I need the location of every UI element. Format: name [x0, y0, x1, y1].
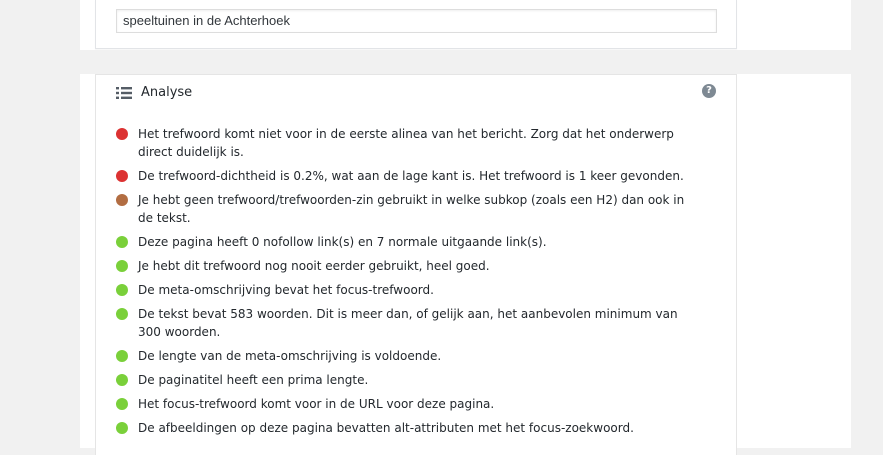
- analysis-result-item: [116, 419, 696, 437]
- analysis-result-item: [116, 257, 696, 275]
- analysis-result-item: [116, 125, 696, 161]
- analysis-result-text: De lengte van de meta-omschrijving is voldoende.: [138, 349, 442, 363]
- analysis-result-text: Je hebt geen trefwoord/trefwoorden-zin gebruikt in welke subkop (zoals een H2) dan ook in de tekst.: [138, 193, 685, 225]
- status-bad-icon: [116, 128, 128, 140]
- status-good-icon: [116, 422, 128, 434]
- analysis-result-text: Deze pagina heeft 0 nofollow link(s) en 7 normale uitgaande link(s).: [138, 235, 547, 249]
- analysis-result-item: [116, 281, 696, 299]
- status-good-icon: [116, 236, 128, 248]
- status-good-icon: [116, 284, 128, 296]
- analysis-result-item: [116, 233, 696, 251]
- list-icon: [116, 86, 132, 100]
- status-good-icon: [116, 260, 128, 272]
- analysis-results-list: [116, 125, 696, 443]
- analysis-result-item: [116, 371, 696, 389]
- analysis-header[interactable]: [96, 75, 736, 111]
- analysis-result-text: Je hebt dit trefwoord nog nooit eerder gebruikt, heel goed.: [138, 259, 490, 273]
- status-good-icon: [116, 350, 128, 362]
- analysis-result-text: De meta-omschrijving bevat het focus-trefwoord.: [138, 283, 434, 297]
- analysis-result-item: [116, 167, 696, 185]
- analysis-result-item: [116, 191, 696, 227]
- analysis-result-text: De trefwoord-dichtheid is 0.2%, wat aan de lage kant is. Het trefwoord is 1 keer gevonden.: [138, 169, 684, 183]
- status-good-icon: [116, 308, 128, 320]
- analysis-title: Analyse: [141, 85, 193, 100]
- analysis-result-text: Het focus-trefwoord komt voor in de URL voor deze pagina.: [138, 397, 495, 411]
- focus-keyword-panel: [95, 0, 737, 49]
- analysis-result-text: De afbeeldingen op deze pagina bevatten alt-attributen met het focus-zoekwoord.: [138, 421, 634, 435]
- status-good-icon: [116, 398, 128, 410]
- panel-gap: [80, 50, 851, 74]
- analysis-result-item: [116, 347, 696, 365]
- status-good-icon: [116, 374, 128, 386]
- status-bad-icon: [116, 170, 128, 182]
- analysis-result-item: [116, 305, 696, 341]
- analysis-result-text: De paginatitel heeft een prima lengte.: [138, 373, 369, 387]
- analysis-result-text: De tekst bevat 583 woorden. Dit is meer dan, of gelijk aan, het aanbevolen minimum van 300 woorden.: [138, 307, 678, 339]
- analysis-result-item: [116, 395, 696, 413]
- analysis-panel: [95, 74, 737, 455]
- status-ok-icon: [116, 194, 128, 206]
- analysis-result-text: Het trefwoord komt niet voor in de eerste alinea van het bericht. Zorg dat het onderwerp direct duidelijk is.: [138, 127, 674, 159]
- question-circle-icon[interactable]: ?: [702, 84, 716, 98]
- focus-keyword-input[interactable]: [116, 9, 717, 33]
